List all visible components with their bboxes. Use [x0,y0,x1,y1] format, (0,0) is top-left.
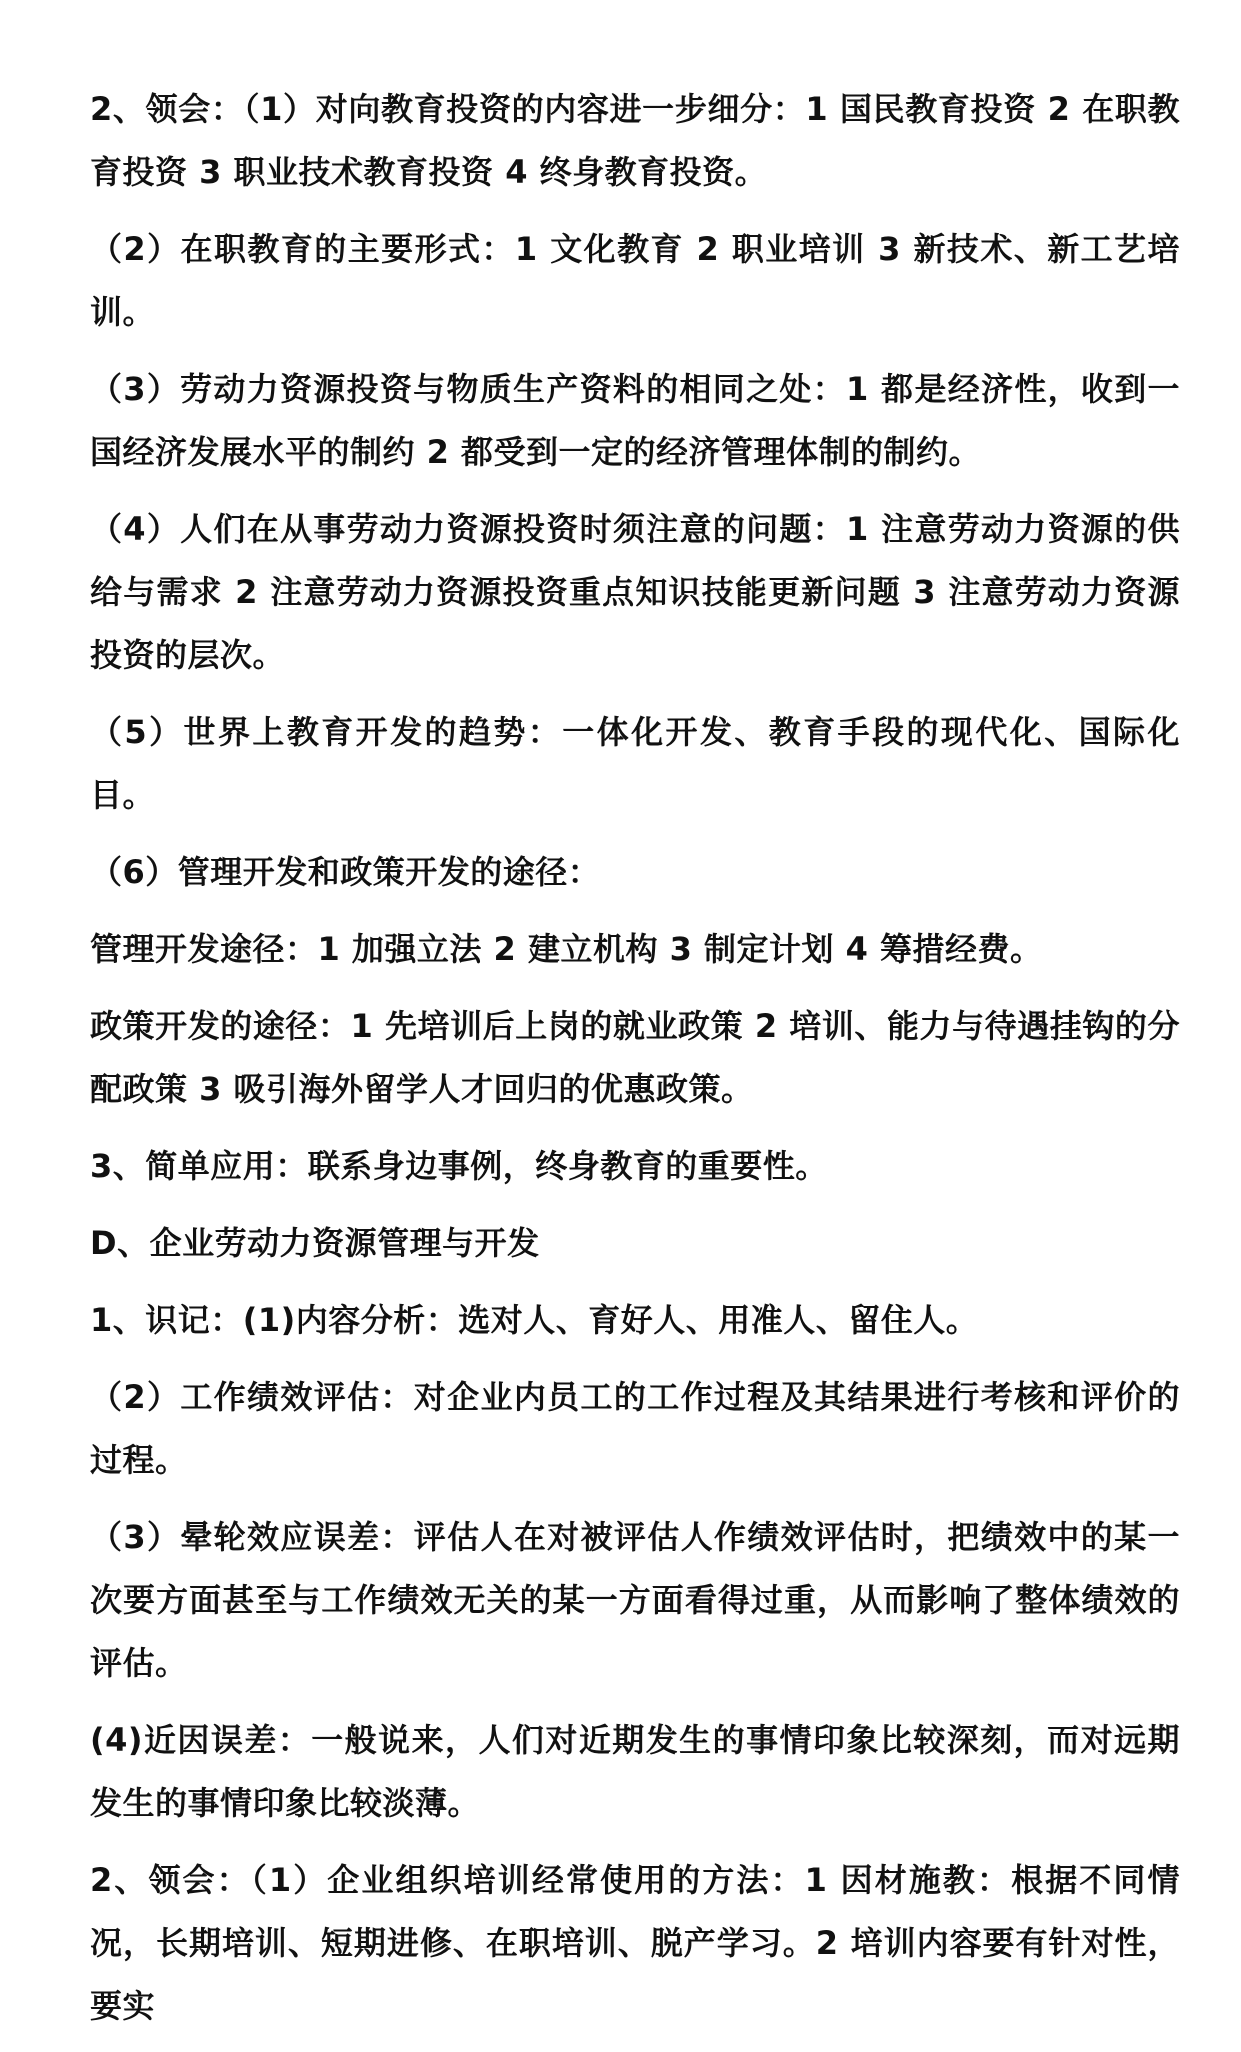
section-heading-d: D、企业劳动力资源管理与开发 [90,1224,540,1262]
document-page [90,78,1180,2052]
paragraph-inservice-forms: （2）在职教育的主要形式：1 文化教育 2 职业培训 3 新技术、新工艺培训。 [90,230,1180,331]
paragraph-development-paths: （6）管理开发和政策开发的途径： [90,853,601,891]
paragraph-recency-error: (4)近因误差：一般说来，人们对近期发生的事情印象比较深刻，而对远期发生的事情印象比较淡薄。 [90,1721,1180,1822]
paragraph-simple-application: 3、简单应用：联系身边事例，终身教育的重要性。 [90,1147,828,1185]
paragraph-performance-evaluation: （2）工作绩效评估：对企业内员工的工作过程及其结果进行考核和评价的过程。 [90,1378,1180,1479]
paragraph-training-methods: 2、领会：（1）企业组织培训经常使用的方法：1 因材施教：根据不同情况，长期培训、短期进修、在职培训、脱产学习。2 培训内容要有针对性，要实 [90,1861,1180,2025]
paragraph-education-investment: 2、领会：（1）对向教育投资的内容进一步细分：1 国民教育投资 2 在职教育投资 3 职业技术教育投资 4 终身教育投资。 [90,90,1180,191]
paragraph-policy-paths: 政策开发的途径：1 先培训后上岗的就业政策 2 培训、能力与待遇挂钩的分配政策 3 吸引海外留学人才回归的优惠政策。 [90,1007,1180,1108]
paragraph-management-paths: 管理开发途径：1 加强立法 2 建立机构 3 制定计划 4 筹措经费。 [90,930,1043,968]
paragraph-halo-effect: （3）晕轮效应误差：评估人在对被评估人作绩效评估时，把绩效中的某一次要方面甚至与工作绩效无关的某一方面看得过重，从而影响了整体绩效的评估。 [90,1518,1180,1682]
paragraph-content-analysis: 1、识记：(1)内容分析：选对人、育好人、用准人、留住人。 [90,1301,979,1339]
paragraph-education-trends: （5）世界上教育开发的趋势：一体化开发、教育手段的现代化、国际化目。 [90,713,1180,814]
paragraph-investment-issues: （4）人们在从事劳动力资源投资时须注意的问题：1 注意劳动力资源的供给与需求 2 注意劳动力资源投资重点知识技能更新问题 3 注意劳动力资源投资的层次。 [90,510,1180,674]
paragraph-investment-similarities: （3）劳动力资源投资与物质生产资料的相同之处：1 都是经济性，收到一国经济发展水平的制约 2 都受到一定的经济管理体制的制约。 [90,370,1180,471]
